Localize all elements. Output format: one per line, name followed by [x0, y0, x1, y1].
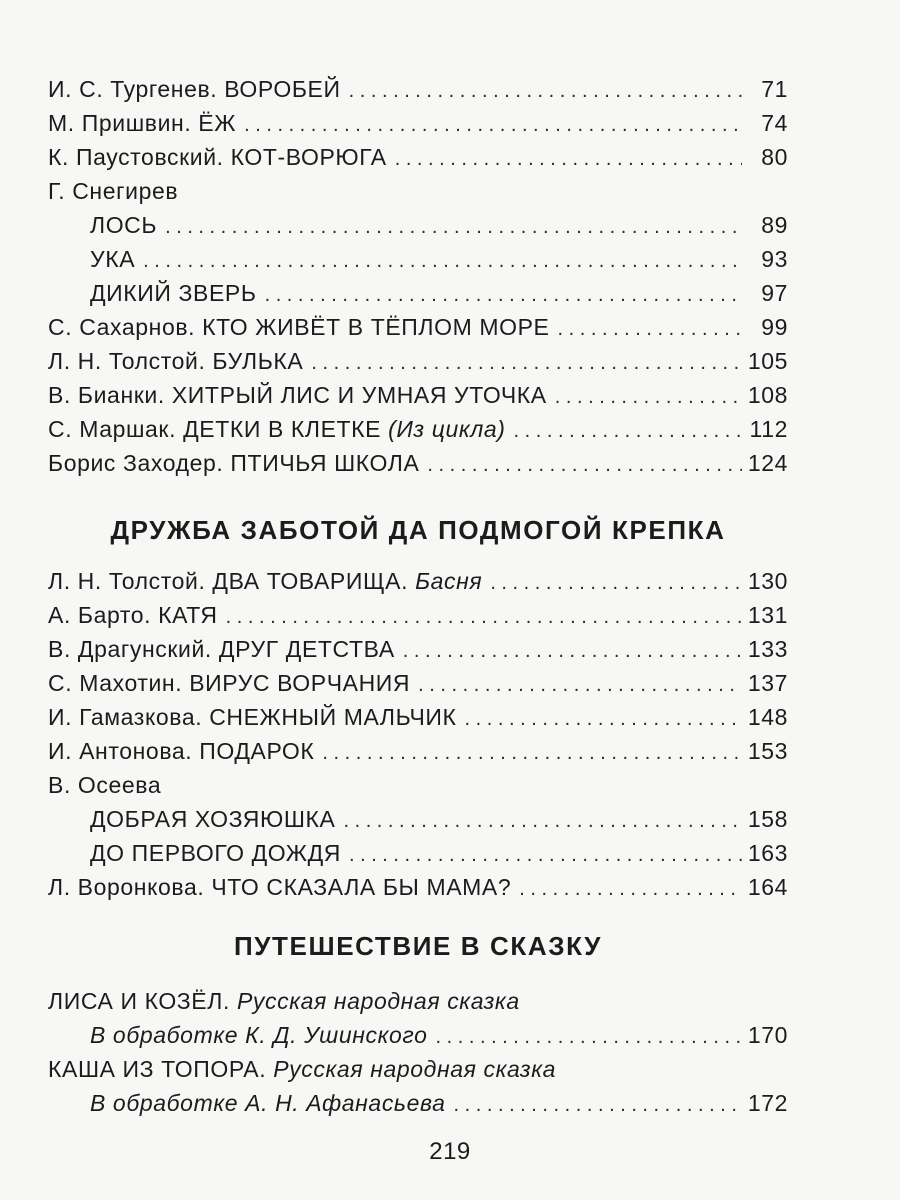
entry-subtitle: Басня	[415, 568, 483, 594]
leader-dots	[555, 380, 742, 414]
toc-section-friendship	[48, 510, 788, 904]
entry-subtitle: Русская народная сказка	[273, 1056, 557, 1082]
toc-entry	[48, 700, 788, 734]
leader-dots	[311, 346, 741, 380]
toc-entry	[48, 632, 788, 666]
toc-entry	[48, 276, 788, 310]
toc-entry	[48, 870, 788, 904]
entry-page: 137	[747, 670, 788, 696]
entry-title: И. Антонова. ПОДАРОК	[48, 738, 315, 764]
entry-title: В. Драгунский. ДРУГ ДЕТСТВА	[48, 636, 395, 662]
toc-entry	[48, 836, 788, 870]
entry-page: 93	[761, 246, 788, 272]
entry-page: 71	[761, 76, 788, 102]
leader-dots	[395, 142, 742, 176]
section-heading: ПУТЕШЕСТВИЕ В СКАЗКУ	[234, 931, 602, 961]
entry-title	[48, 1052, 556, 1086]
leader-dots	[514, 414, 742, 448]
toc-entry	[48, 208, 788, 242]
entry-title: ДИКИЙ ЗВЕРЬ	[90, 280, 257, 306]
leader-dots	[244, 108, 742, 142]
toc-entry	[48, 802, 788, 836]
entry-page: 124	[747, 450, 788, 476]
toc-entry	[48, 1052, 788, 1086]
author-name: В. Осеева	[48, 772, 162, 798]
entry-title	[48, 984, 520, 1018]
leader-dots	[143, 244, 742, 278]
leader-dots	[454, 1088, 742, 1122]
entry-page: 99	[761, 314, 788, 340]
leader-dots	[519, 872, 742, 906]
entry-title: И. С. Тургенев. ВОРОБЕЙ	[48, 76, 341, 102]
entry-subtitle: (Из цикла)	[388, 416, 506, 442]
leader-dots	[165, 210, 742, 244]
entry-title	[48, 564, 482, 598]
entry-page: 130	[747, 568, 788, 594]
leader-dots	[465, 702, 742, 736]
entry-subtitle: Русская народная сказка	[236, 988, 520, 1014]
entry-page: 170	[747, 1022, 788, 1048]
entry-page: 108	[747, 382, 788, 408]
toc-entry	[48, 310, 788, 344]
leader-dots	[558, 312, 743, 346]
entry-title: УКА	[90, 246, 136, 272]
author-name: Г. Снегирев	[48, 178, 179, 204]
toc-entry	[48, 1086, 788, 1120]
section-heading: ДРУЖБА ЗАБОТОЙ ДА ПОДМОГОЙ КРЕПКА	[110, 515, 726, 545]
entry-title: Борис Заходер. ПТИЧЬЯ ШКОЛА	[48, 450, 420, 476]
entry-title-main: С. Маршак. ДЕТКИ В КЛЕТКЕ	[48, 416, 382, 442]
entry-title: ЛОСЬ	[90, 212, 158, 238]
entry-page: 164	[747, 874, 788, 900]
entry-title: А. Барто. КАТЯ	[48, 602, 218, 628]
entry-page: 105	[747, 348, 788, 374]
toc-entry	[48, 344, 788, 378]
entry-title: М. Пришвин. ЁЖ	[48, 110, 237, 136]
entry-page: 153	[747, 738, 788, 764]
toc-author-heading	[48, 174, 788, 208]
toc-section-animals	[48, 72, 788, 480]
toc-entry	[48, 666, 788, 700]
entry-title: ДОБРАЯ ХОЗЯЮШКА	[90, 806, 336, 832]
toc-entry	[48, 564, 788, 598]
leader-dots	[418, 668, 742, 702]
entry-title-main: Л. Н. Толстой. ДВА ТОВАРИЩА.	[48, 568, 409, 594]
page-number: 219	[429, 1138, 471, 1165]
entry-title-main: КАША ИЗ ТОПОРА.	[48, 1056, 267, 1082]
leader-dots	[403, 634, 742, 668]
entry-page: 97	[761, 280, 788, 306]
entry-page: 131	[747, 602, 788, 628]
entry-title: С. Махотин. ВИРУС ВОРЧАНИЯ	[48, 670, 411, 696]
entry-page: 133	[747, 636, 788, 662]
toc-entry	[48, 140, 788, 174]
entry-title	[48, 412, 506, 446]
toc-entry	[48, 72, 788, 106]
entry-page: 172	[747, 1090, 788, 1116]
entry-page: 89	[761, 212, 788, 238]
entry-page: 112	[749, 416, 788, 442]
toc-entry	[48, 1018, 788, 1052]
entry-title: ДО ПЕРВОГО ДОЖДЯ	[90, 840, 341, 866]
toc-entry	[48, 106, 788, 140]
entry-page: 163	[747, 840, 788, 866]
leader-dots	[490, 566, 742, 600]
toc-author-heading	[48, 768, 788, 802]
entry-adaptation: В обработке А. Н. Афанасьева	[90, 1090, 446, 1116]
entry-title: И. Гамазкова. СНЕЖНЫЙ МАЛЬЧИК	[48, 704, 457, 730]
entry-page: 148	[747, 704, 788, 730]
toc-entry	[48, 984, 788, 1018]
leader-dots	[226, 600, 742, 634]
leader-dots	[265, 278, 742, 312]
entry-page: 80	[761, 144, 788, 170]
leader-dots	[322, 736, 741, 770]
leader-dots	[349, 74, 742, 108]
entry-adaptation: В обработке К. Д. Ушинского	[90, 1022, 428, 1048]
toc-section-fairytale	[48, 926, 788, 1120]
entry-title-main: ЛИСА И КОЗЁЛ.	[48, 988, 230, 1014]
leader-dots	[436, 1020, 742, 1054]
entry-title: Л. Н. Толстой. БУЛЬКА	[48, 348, 304, 374]
entry-title: Л. Воронкова. ЧТО СКАЗАЛА БЫ МАМА?	[48, 874, 512, 900]
entry-title: В. Бианки. ХИТРЫЙ ЛИС И УМНАЯ УТОЧКА	[48, 382, 547, 408]
leader-dots	[349, 838, 742, 872]
entry-page: 74	[761, 110, 788, 136]
toc-entry	[48, 412, 788, 446]
toc-entry	[48, 242, 788, 276]
toc-entry	[48, 446, 788, 480]
entry-page: 158	[747, 806, 788, 832]
leader-dots	[427, 448, 741, 482]
entry-title: С. Сахарнов. КТО ЖИВЁТ В ТЁПЛОМ МОРЕ	[48, 314, 550, 340]
entry-title: К. Паустовский. КОТ-ВОРЮГА	[48, 144, 387, 170]
leader-dots	[343, 804, 741, 838]
toc-entry	[48, 734, 788, 768]
toc-entry	[48, 378, 788, 412]
toc-entry	[48, 598, 788, 632]
